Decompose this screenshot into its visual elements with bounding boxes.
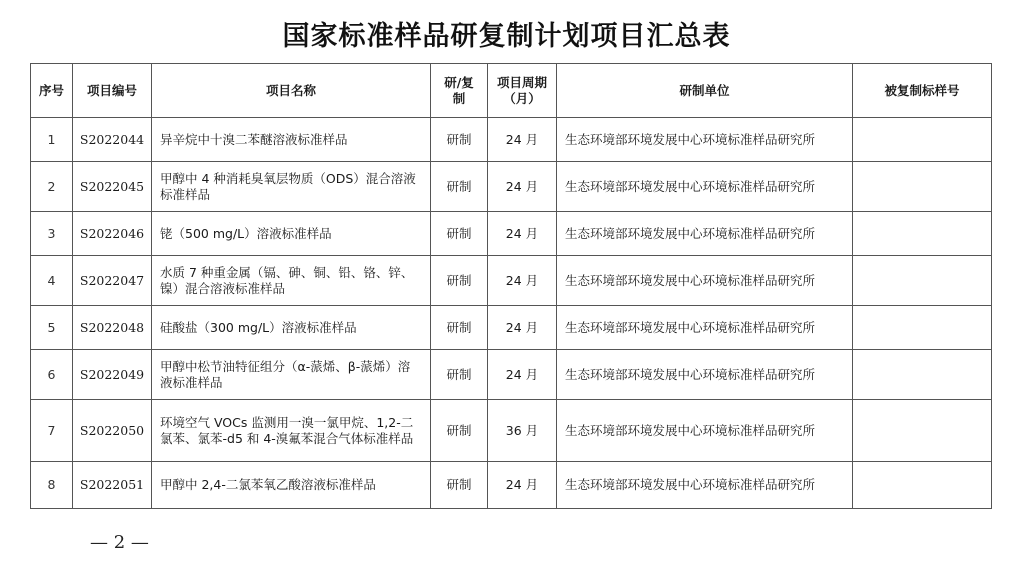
cell-code: S2022044 [73,118,152,162]
cell-name: 甲醇中松节油特征组分（α-蒎烯、β-蒎烯）溶液标准样品 [152,350,431,400]
cell-copied-no [853,400,992,462]
cell-index: 3 [31,212,73,256]
header-type-line1: 研/复 [444,74,474,90]
cell-copied-no [853,118,992,162]
table-row [31,306,992,350]
cell-type: 研制 [431,306,488,350]
cell-unit: 生态环境部环境发展中心环境标准样品研究所 [557,212,853,256]
header-type-line2: 制 [452,90,466,106]
table-row [31,118,992,162]
header-unit: 研制单位 [557,64,853,118]
table-row [31,400,992,462]
table-row [31,462,992,509]
cell-period: 24 月 [488,462,557,509]
cell-type: 研制 [431,162,488,212]
cell-type: 研制 [431,350,488,400]
header-period-line1: 项目周期 [496,74,547,90]
table-row [31,162,992,212]
header-index: 序号 [31,64,73,118]
cell-type: 研制 [431,400,488,462]
cell-name: 水质 7 种重金属（镉、砷、铜、铅、铬、锌、镍）混合溶液标准样品 [152,256,431,306]
cell-copied-no [853,306,992,350]
table-row [31,212,992,256]
page-number: — 2 — [90,532,149,553]
cell-copied-no [853,162,992,212]
cell-code: S2022049 [73,350,152,400]
cell-copied-no [853,212,992,256]
cell-name: 环境空气 VOCs 监测用一溴一氯甲烷、1,2-二氯苯、氯苯-d5 和 4-溴氟苯混合气体标准样品 [152,400,431,462]
cell-code: S2022048 [73,306,152,350]
header-code: 项目编号 [73,64,152,118]
cell-period: 36 月 [488,400,557,462]
cell-name: 硅酸盐（300 mg/L）溶液标准样品 [152,306,431,350]
header-period [488,64,557,118]
cell-unit: 生态环境部环境发展中心环境标准样品研究所 [557,118,853,162]
cell-index: 7 [31,400,73,462]
cell-name: 异辛烷中十溴二苯醚溶液标准样品 [152,118,431,162]
cell-unit: 生态环境部环境发展中心环境标准样品研究所 [557,162,853,212]
header-copied-no: 被复制标样号 [853,64,992,118]
header-name: 项目名称 [152,64,431,118]
cell-code: S2022051 [73,462,152,509]
page-title: 国家标准样品研复制计划项目汇总表 [282,21,731,52]
cell-index: 1 [31,118,73,162]
cell-code: S2022047 [73,256,152,306]
cell-copied-no [853,256,992,306]
cell-type: 研制 [431,118,488,162]
cell-code: S2022050 [73,400,152,462]
cell-unit: 生态环境部环境发展中心环境标准样品研究所 [557,306,853,350]
cell-index: 8 [31,462,73,509]
table-row [31,256,992,306]
cell-unit: 生态环境部环境发展中心环境标准样品研究所 [557,256,853,306]
cell-type: 研制 [431,462,488,509]
cell-copied-no [853,350,992,400]
cell-index: 2 [31,162,73,212]
cell-type: 研制 [431,212,488,256]
cell-code: S2022045 [73,162,152,212]
cell-period: 24 月 [488,162,557,212]
cell-name: 甲醇中 4 种消耗臭氧层物质（ODS）混合溶液标准样品 [152,162,431,212]
header-row [31,64,992,118]
cell-index: 6 [31,350,73,400]
cell-unit: 生态环境部环境发展中心环境标准样品研究所 [557,462,853,509]
header-period-line2: （月） [503,90,541,106]
cell-period: 24 月 [488,306,557,350]
cell-period: 24 月 [488,256,557,306]
cell-period: 24 月 [488,212,557,256]
table-row [31,350,992,400]
cell-unit: 生态环境部环境发展中心环境标准样品研究所 [557,400,853,462]
cell-code: S2022046 [73,212,152,256]
cell-index: 5 [31,306,73,350]
cell-name: 铑（500 mg/L）溶液标准样品 [152,212,431,256]
cell-unit: 生态环境部环境发展中心环境标准样品研究所 [557,350,853,400]
header-type [431,64,488,118]
cell-name: 甲醇中 2,4-二氯苯氧乙酸溶液标准样品 [152,462,431,509]
cell-period: 24 月 [488,350,557,400]
cell-period: 24 月 [488,118,557,162]
cell-type: 研制 [431,256,488,306]
cell-index: 4 [31,256,73,306]
cell-copied-no [853,462,992,509]
project-summary-table [30,63,992,509]
